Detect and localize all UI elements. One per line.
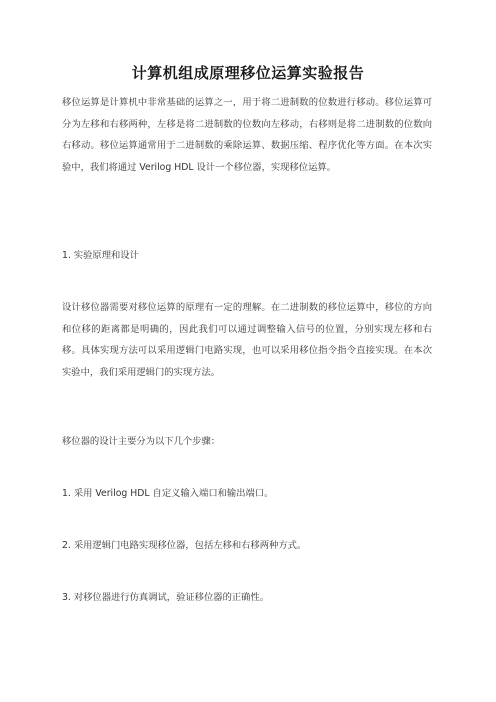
steps-intro: 移位器的设计主要分为以下几个步骤：	[62, 436, 221, 447]
document-title: 计算机组成原理移位运算实验报告	[131, 64, 365, 82]
step-item-1: 1. 采用 Verilog HDL 自定义输入端口和输出端口。	[62, 488, 274, 499]
step-item-2: 2. 采用逻辑门电路实现移位器，包括左移和右移两种方式。	[62, 540, 307, 551]
step-item-3: 3. 对移位器进行仿真调试，验证移位器的正确性。	[62, 592, 270, 603]
section-heading: 1. 实验原理和设计	[62, 250, 139, 261]
design-paragraph: 设计移位器需要对移位运算的原理有一定的理解。在二进制数的移位运算中，移位的方向和位移的距离都是明确的，因此我们可以通过调整输入信号的位置，分别实现左移和右移。具体实现方法可以采用逻辑门电路实现，也可以采用移位指令指令直接实现。在本次实验中，我们采用逻辑门的实现方法。	[62, 302, 432, 378]
intro-paragraph: 移位运算是计算机中非常基础的运算之一，用于将二进制数的位数进行移动。移位运算可分为左移和右移两种，左移是将二进制数的位数向左移动，右移则是将二进制数的位数向右移动。移位运算通常用于二进制数的乘除运算、数据压缩、程序优化等方面。在本次实验中，我们将通过 Verilog HDL 设计一个移位器，实现移位运算。	[62, 97, 432, 173]
